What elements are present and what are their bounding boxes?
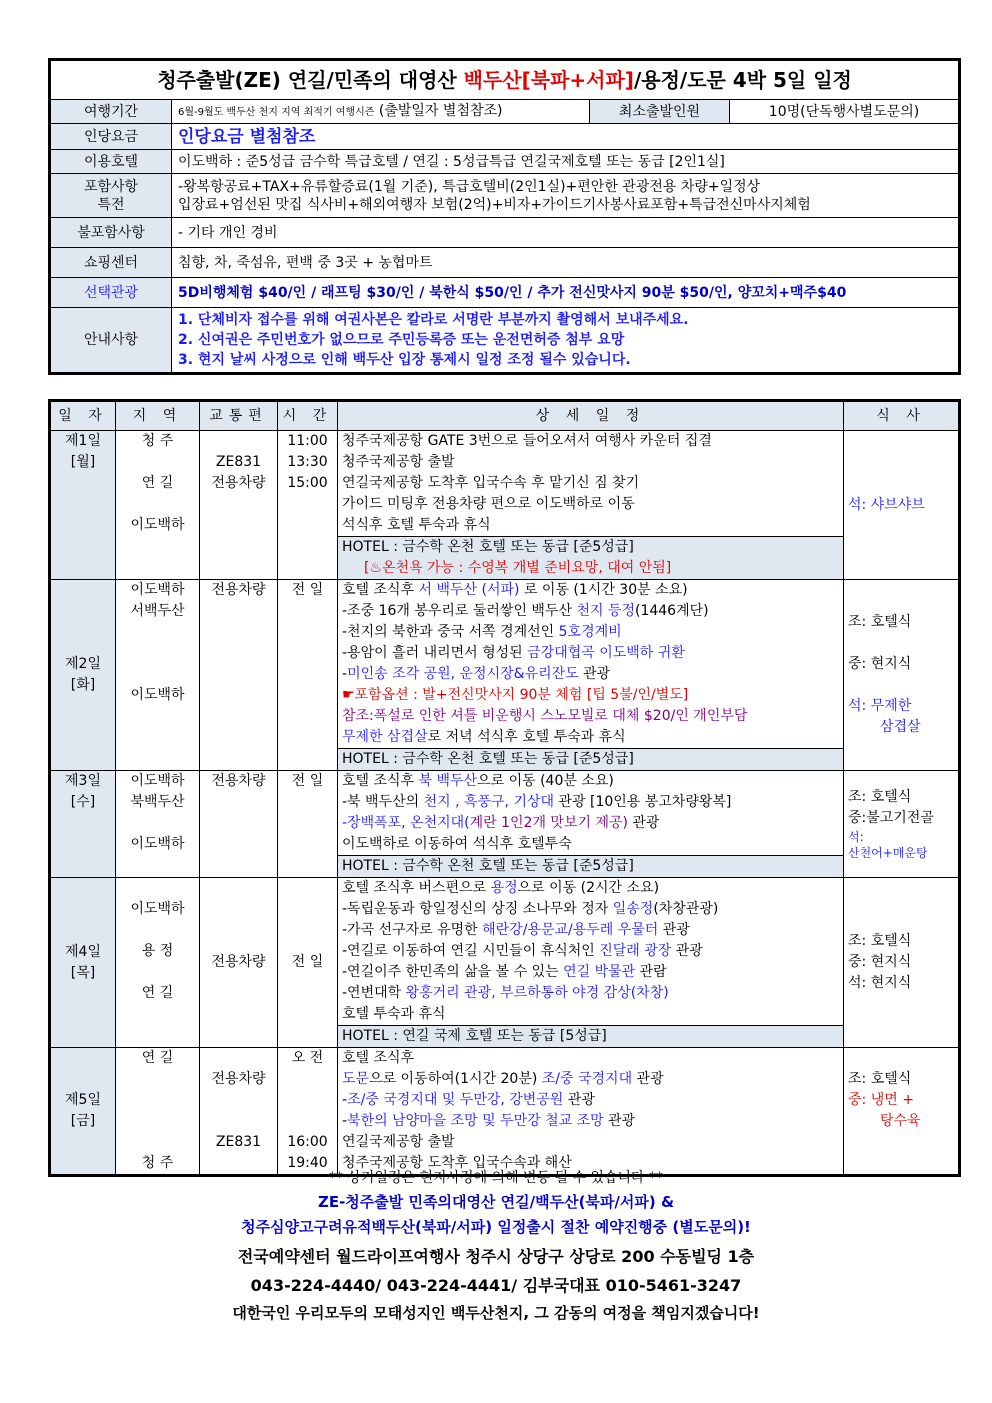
day2-label: 제2일 [화]: [50, 580, 116, 771]
header-transport: 교통편: [200, 401, 278, 431]
day5-detail: 호텔 조식후 도문으로 이동하여(1시간 20분) 조/중 국경지대 관광 -조/중 국경지대 및 두만강, 강변공원 관광 -북한의 남양마을 조망 및 두만강 철교 조망 관광 연길국제공항 출발 청주국제공항 도착후 입국수속과 해산: [338, 1048, 844, 1176]
header-day: 일 자: [50, 401, 116, 431]
day1-meal: 석: 샤브샤브: [844, 431, 960, 580]
day2-transport: 전용차량: [200, 580, 278, 771]
day5-label: 제5일 [금]: [50, 1048, 116, 1176]
day5-times: 오 전 16:00 19:40: [278, 1048, 338, 1176]
day4-meals: 조: 호텔식 중: 현지식 석: 현지식: [844, 878, 960, 1048]
day3-time: 전 일: [278, 771, 338, 878]
optional-label: 선택관광: [50, 278, 172, 308]
footer-promo-2: 청주심양고구려유적백두산(북파/서파) 일정출시 절찬 예약진행중 (별도문의)!: [241, 1218, 751, 1236]
notice-item: 3. 현지 날씨 사정으로 인해 백두산 입장 통제시 일정 조정 될수 있습니다.: [178, 352, 631, 368]
included-value: -왕복항공료+TAX+유류할증료(1월 기준), 특급호텔비(2인1실)+편안한 관광전용 차량+일정상 입장료+엄선된 맛집 식사비+해외여행자 보험(2억)+비자+가이드기사봉사료포함+특급전신마사지체험: [172, 174, 960, 218]
day1-hotel: HOTEL : 금수학 온천 호텔 또는 동급 [준5성급] [♨온천욕 가능 : 수영복 개별 준비요망, 대여 안됨]: [338, 536, 843, 579]
notice-item: 1. 단체비자 접수를 위해 여권사본은 칼라로 서명란 부분까지 촬영해서 보내주세요.: [178, 312, 689, 328]
notice-list: [172, 308, 960, 374]
period-label: 여행기간: [50, 100, 172, 124]
optional-value: 5D비행체험 $40/인 / 래프팅 $30/인 / 북한식 $50/인 / 추가 전신맛사지 90분 $50/인, 양꼬치+맥주$40: [172, 278, 960, 308]
day1-transport: ZE831 전용차량: [200, 431, 278, 580]
day5-transport: 전용차량 ZE831: [200, 1048, 278, 1176]
shopping-label: 쇼핑센터: [50, 248, 172, 278]
info-table: [48, 58, 961, 375]
day4-hotel: HOTEL : 연길 국제 호텔 또는 동급 [5성급]: [338, 1025, 843, 1047]
footer-agency: 전국예약센터 월드라이프여행사 청주시 상당구 상당로 200 수동빌딩 1층: [237, 1247, 755, 1266]
day1-regions: 청 주 연 길 이도백하: [116, 431, 200, 580]
day1-label: 제1일 [월]: [50, 431, 116, 580]
page-title: 청주출발(ZE) 연길/민족의 대영산 백두산[북파+서파]/용정/도문 4박 5일 일정: [50, 60, 960, 100]
day2-time: 전 일: [278, 580, 338, 771]
min-value: 10명(단독행사별도문의): [730, 100, 960, 124]
footer-promo-1: ZE-청주출발 민족의대영산 연길/백두산(북파/서파) &: [317, 1193, 675, 1211]
day3-meals: 조: 호텔식 중:불고기전골 석: 산천어+매운탕: [844, 771, 960, 878]
day4-regions: 이도백하 용 정 연 길: [116, 878, 200, 1048]
fare-label: 인당요금: [50, 124, 172, 150]
notice-item: 2. 신여권은 주민번호가 없으므로 주민등록증 또는 운전면허증 첨부 요망: [178, 332, 625, 348]
fare-value: 인당요금 별첨참조: [172, 124, 960, 150]
day2-row: [50, 580, 960, 771]
day3-transport: 전용차량: [200, 771, 278, 878]
day4-label: 제4일 [목]: [50, 878, 116, 1048]
header-detail: 상 세 일 정: [338, 401, 844, 431]
hotel-value: 이도백하 : 준5성급 금수학 특급호텔 / 연길 : 5성급특급 연길국제호텔 또는 동급 [2인1실]: [172, 150, 960, 174]
day4-row: [50, 878, 960, 1048]
day3-detail: 호텔 조식후 북 백두산으로 이동 (40분 소요) -북 백두산의 천지 , 흑풍구, 기상대 관광 [10인용 봉고차량왕복] -장백폭포, 온천지대(계란 1인2개 맛보기 제공) 관광 이도백하로 이동하여 석식후 호텔투숙 HOTEL : 금수학 온천 호텔 또는 동급 [준5성급]: [338, 771, 844, 878]
day4-transport: 전용차량: [200, 878, 278, 1048]
shopping-value: 침향, 차, 죽섬유, 편백 중 3곳 + 농협마트: [172, 248, 960, 278]
day2-regions: 이도백하 서백두산 이도백하: [116, 580, 200, 771]
excluded-value: - 기타 개인 경비: [172, 218, 960, 248]
header-time: 시 간: [278, 401, 338, 431]
excluded-label: 불포함사항: [50, 218, 172, 248]
day2-meals: 조: 호텔식 중: 현지식 석: 무제한 삼겹살: [844, 580, 960, 771]
day3-hotel: HOTEL : 금수학 온천 호텔 또는 동급 [준5성급]: [338, 855, 843, 877]
day1-row: [50, 431, 960, 580]
notice-label: 안내사항: [50, 308, 172, 374]
footer-note: ** 상기일정은 현지사정에 의해 변동 될 수 있습니다 **: [328, 1170, 664, 1186]
footer-phones: 043-224-4440/ 043-224-4441/ 김부국대표 010-5461-3247: [250, 1276, 742, 1295]
day5-row: [50, 1048, 960, 1176]
period-value: 6월-9월도 백두산 천지 지역 최적기 여행시즌 (출발일자 별첨참조): [172, 100, 590, 124]
day1-detail: 청주국제공항 GATE 3번으로 들어오셔서 여행사 카운터 집결 청주국제공항 출발 연길국제공항 도착후 입국수속 후 맡기신 짐 찾기 가이드 미팅후 전용차량 편으로 이도백하로 이동 석식후 호텔 투숙과 휴식 HOTEL : 금수학 온천 호텔 또는 동급 [준5성급] [♨온천욕 가능 : 수영복 개별 준비요망, 대여 안됨]: [338, 431, 844, 580]
header-region: 지 역: [116, 401, 200, 431]
day2-hotel: HOTEL : 금수학 온천 호텔 또는 동급 [준5성급]: [338, 748, 843, 770]
day3-row: [50, 771, 960, 878]
day2-detail: 호텔 조식후 서 백두산 (서파) 로 이동 (1시간 30분 소요) -조중 16개 봉우리로 둘러쌓인 백두산 천지 등정(1446계단) -천지의 북한과 중국 서쪽 경계선인 5호경계비 -용암이 흘러 내리면서 형성된 금강대협곡 이도백하 귀환 -미인송 조각 공원, 운정시장&유리잔도 관광 ☛포함옵션 : 발+전신맛사지 90분 체험 [팁 5불/인/별도] 참조:폭설로 인한 셔틀 비운행시 스노모빌로 대체 $20/인 개인부담 무제한 삼겹살로 저녁 석식후 호텔 투숙과 휴식 HOTEL : 금수학 온천 호텔 또는 동급 [준5성급]: [338, 580, 844, 771]
header-meal: 식 사: [844, 401, 960, 431]
day3-regions: 이도백하 북백두산 이도백하: [116, 771, 200, 878]
hotel-label: 이용호텔: [50, 150, 172, 174]
footer-slogan: 대한국인 우리모두의 모태성지인 백두산천지, 그 감동의 여정을 책임지겠습니다!: [232, 1304, 760, 1322]
included-label: 포함사항 특전: [50, 174, 172, 218]
day1-times: 11:00 13:30 15:00: [278, 431, 338, 580]
min-label: 최소출발인원: [590, 100, 730, 124]
schedule-table: [48, 399, 961, 1177]
day5-meals: 조: 호텔식 중: 냉면 + 탕수육: [844, 1048, 960, 1176]
day5-regions: 연 길 청 주: [116, 1048, 200, 1176]
day3-label: 제3일 [수]: [50, 771, 116, 878]
day4-time: 전 일: [278, 878, 338, 1048]
day4-detail: 호텔 조식후 버스편으로 용정으로 이동 (2시간 소요) -독립운동과 항일정신의 상징 소나무와 정자 일송정(차창관광) -가곡 선구자로 유명한 해란강/용문교/용두레 우물터 관광 -연길로 이동하여 연길 시민들이 휴식처인 진달래 광장 관광 -연길이주 한민족의 삶을 볼 수 있는 연길 박물관 관람 -연변대학 왕홍거리 관광, 부르하통하 야경 감상(차창) 호텔 투숙과 휴식 HOTEL : 연길 국제 호텔 또는 동급 [5성급]: [338, 878, 844, 1048]
